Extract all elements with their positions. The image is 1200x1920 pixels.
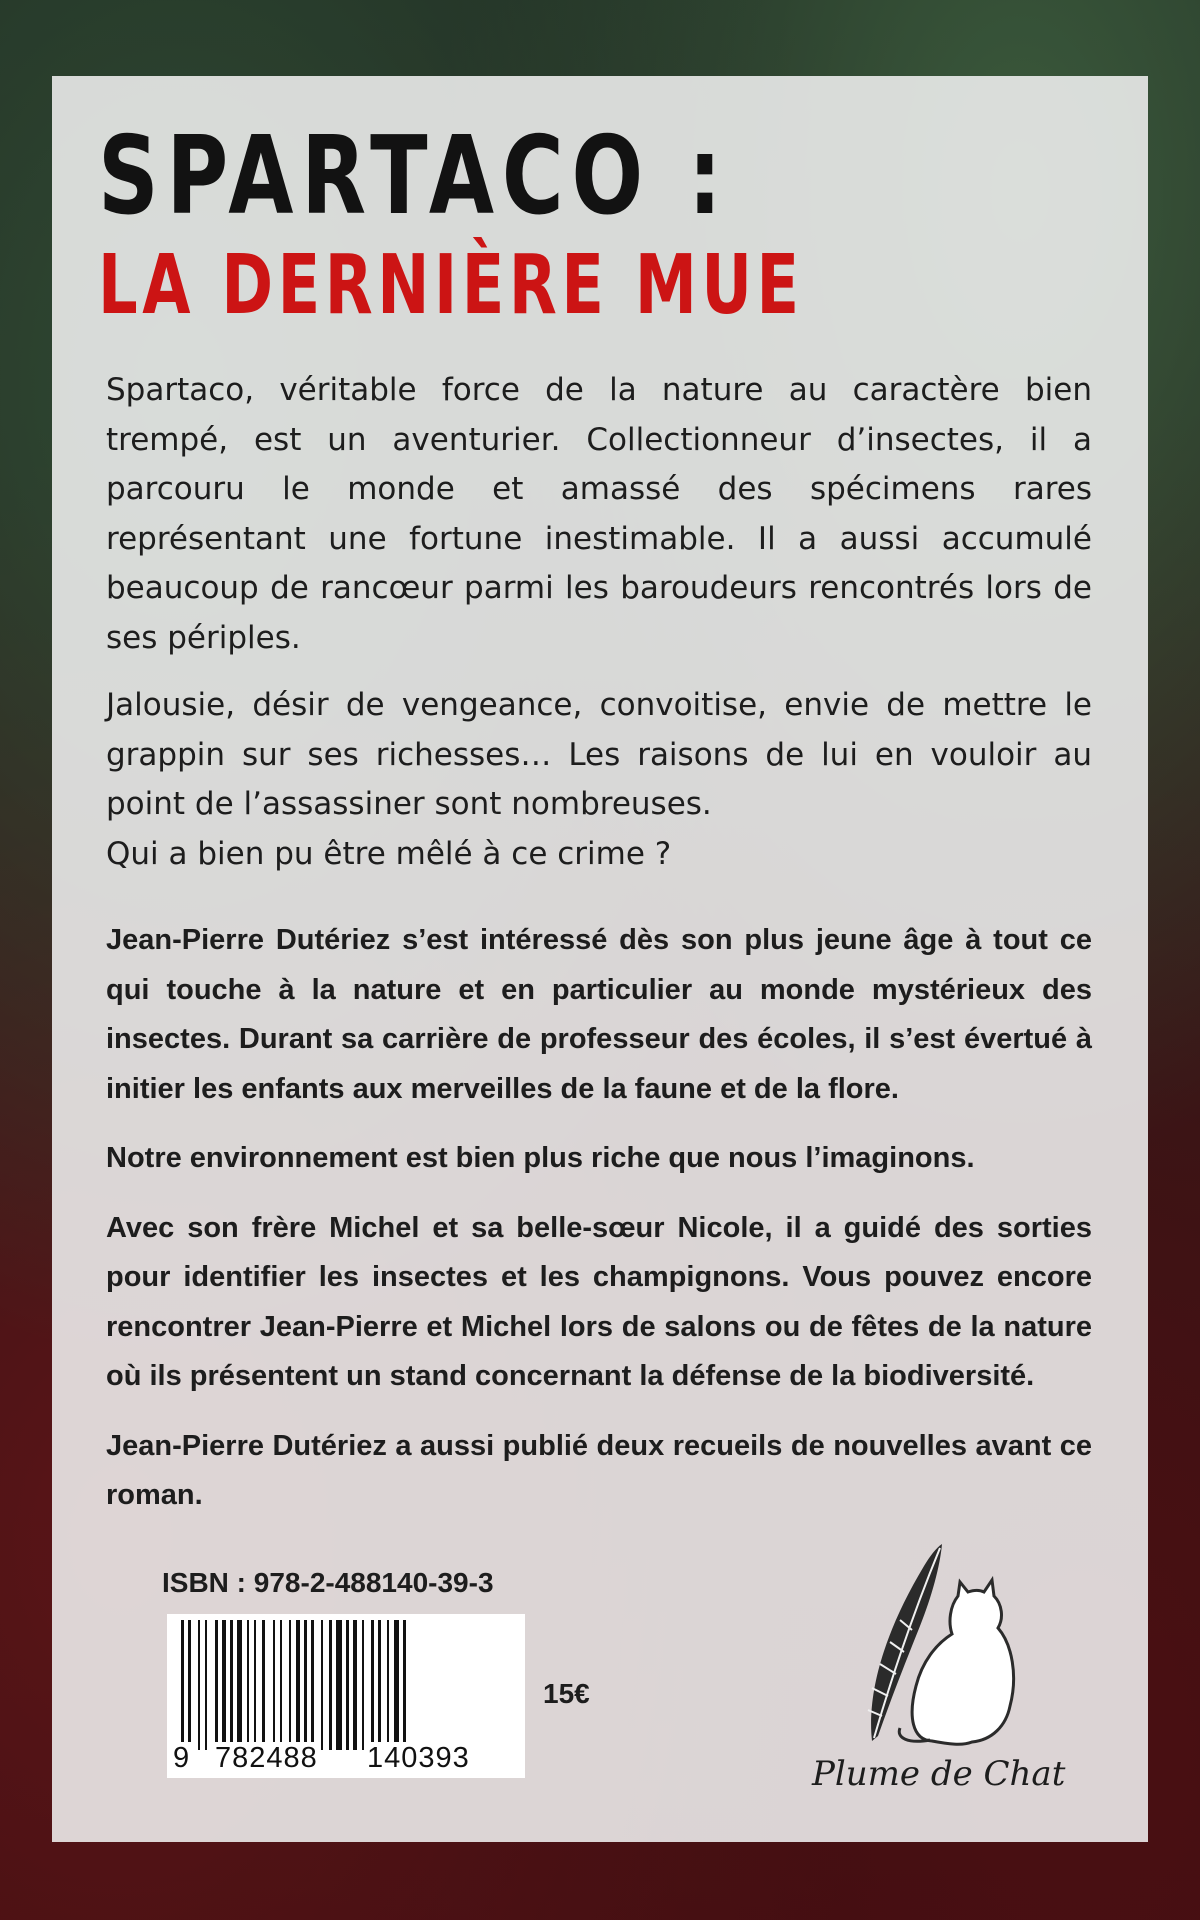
synopsis-question: Qui a bien pu être mêlé à ce crime ? — [106, 835, 672, 872]
barcode-digits-right: 140393 — [367, 1742, 470, 1774]
book-title: SPARTACO : — [98, 114, 730, 239]
bio-paragraph: Jean-Pierre Dutériez a aussi publié deux recueils de nouvelles avant ce roman. — [106, 1429, 1092, 1511]
bio-paragraph: Jean-Pierre Dutériez s’est intéressé dès son plus jeune âge à tout ce qui touche à la nature et en particulier au monde mystérieux des insectes. Durant sa carrière de professeur des écoles, il s’est évertué à initier les enfants aux merveilles de la faune et de la flore. — [106, 924, 1092, 1105]
barcode-digit-lead: 9 — [173, 1742, 190, 1774]
feather-cat-logo-icon — [812, 1526, 1052, 1756]
bio-paragraph: Notre environnement est bien plus riche que nous l’imaginons. — [106, 1142, 975, 1174]
synopsis — [106, 366, 1092, 897]
bio-paragraph: Avec son frère Michel et sa belle-sœur Nicole, il a guidé des sorties pour identifier les insectes et les champignons. Vous pouvez encore rencontrer Jean-Pierre et Michel lors de salons ou de fêtes de la nature où ils présentent un stand concernant la défense de la biodiversité. — [106, 1211, 1092, 1392]
publisher-logo — [812, 1526, 1066, 1816]
author-bio — [106, 916, 1092, 1541]
synopsis-paragraph: Jalousie, désir de vengeance, convoitise, envie de mettre le grappin sur ses richesses… Les raisons de lui en vouloir au point de l’assassiner sont nombreuses. — [106, 687, 1092, 822]
barcode-digits-left: 782488 — [215, 1742, 318, 1774]
back-cover-panel — [52, 76, 1148, 1842]
synopsis-paragraph: Spartaco, véritable force de la nature au caractère bien trempé, est un aventurier. Collectionneur d’insectes, il a parcouru le monde et amassé des spécimens rares représentant une fortune inestimable. Il a aussi accumulé beaucoup de rancœur parmi les baroudeurs rencontrés lors de ses périples. — [106, 372, 1092, 656]
isbn-label: ISBN : 978-2-488140-39-3 — [162, 1567, 494, 1598]
book-subtitle: LA DERNIÈRE MUE — [98, 238, 804, 333]
publisher-name: Plume de Chat — [812, 1754, 1066, 1794]
price-label: 15€ — [543, 1678, 590, 1709]
barcode — [167, 1614, 525, 1778]
